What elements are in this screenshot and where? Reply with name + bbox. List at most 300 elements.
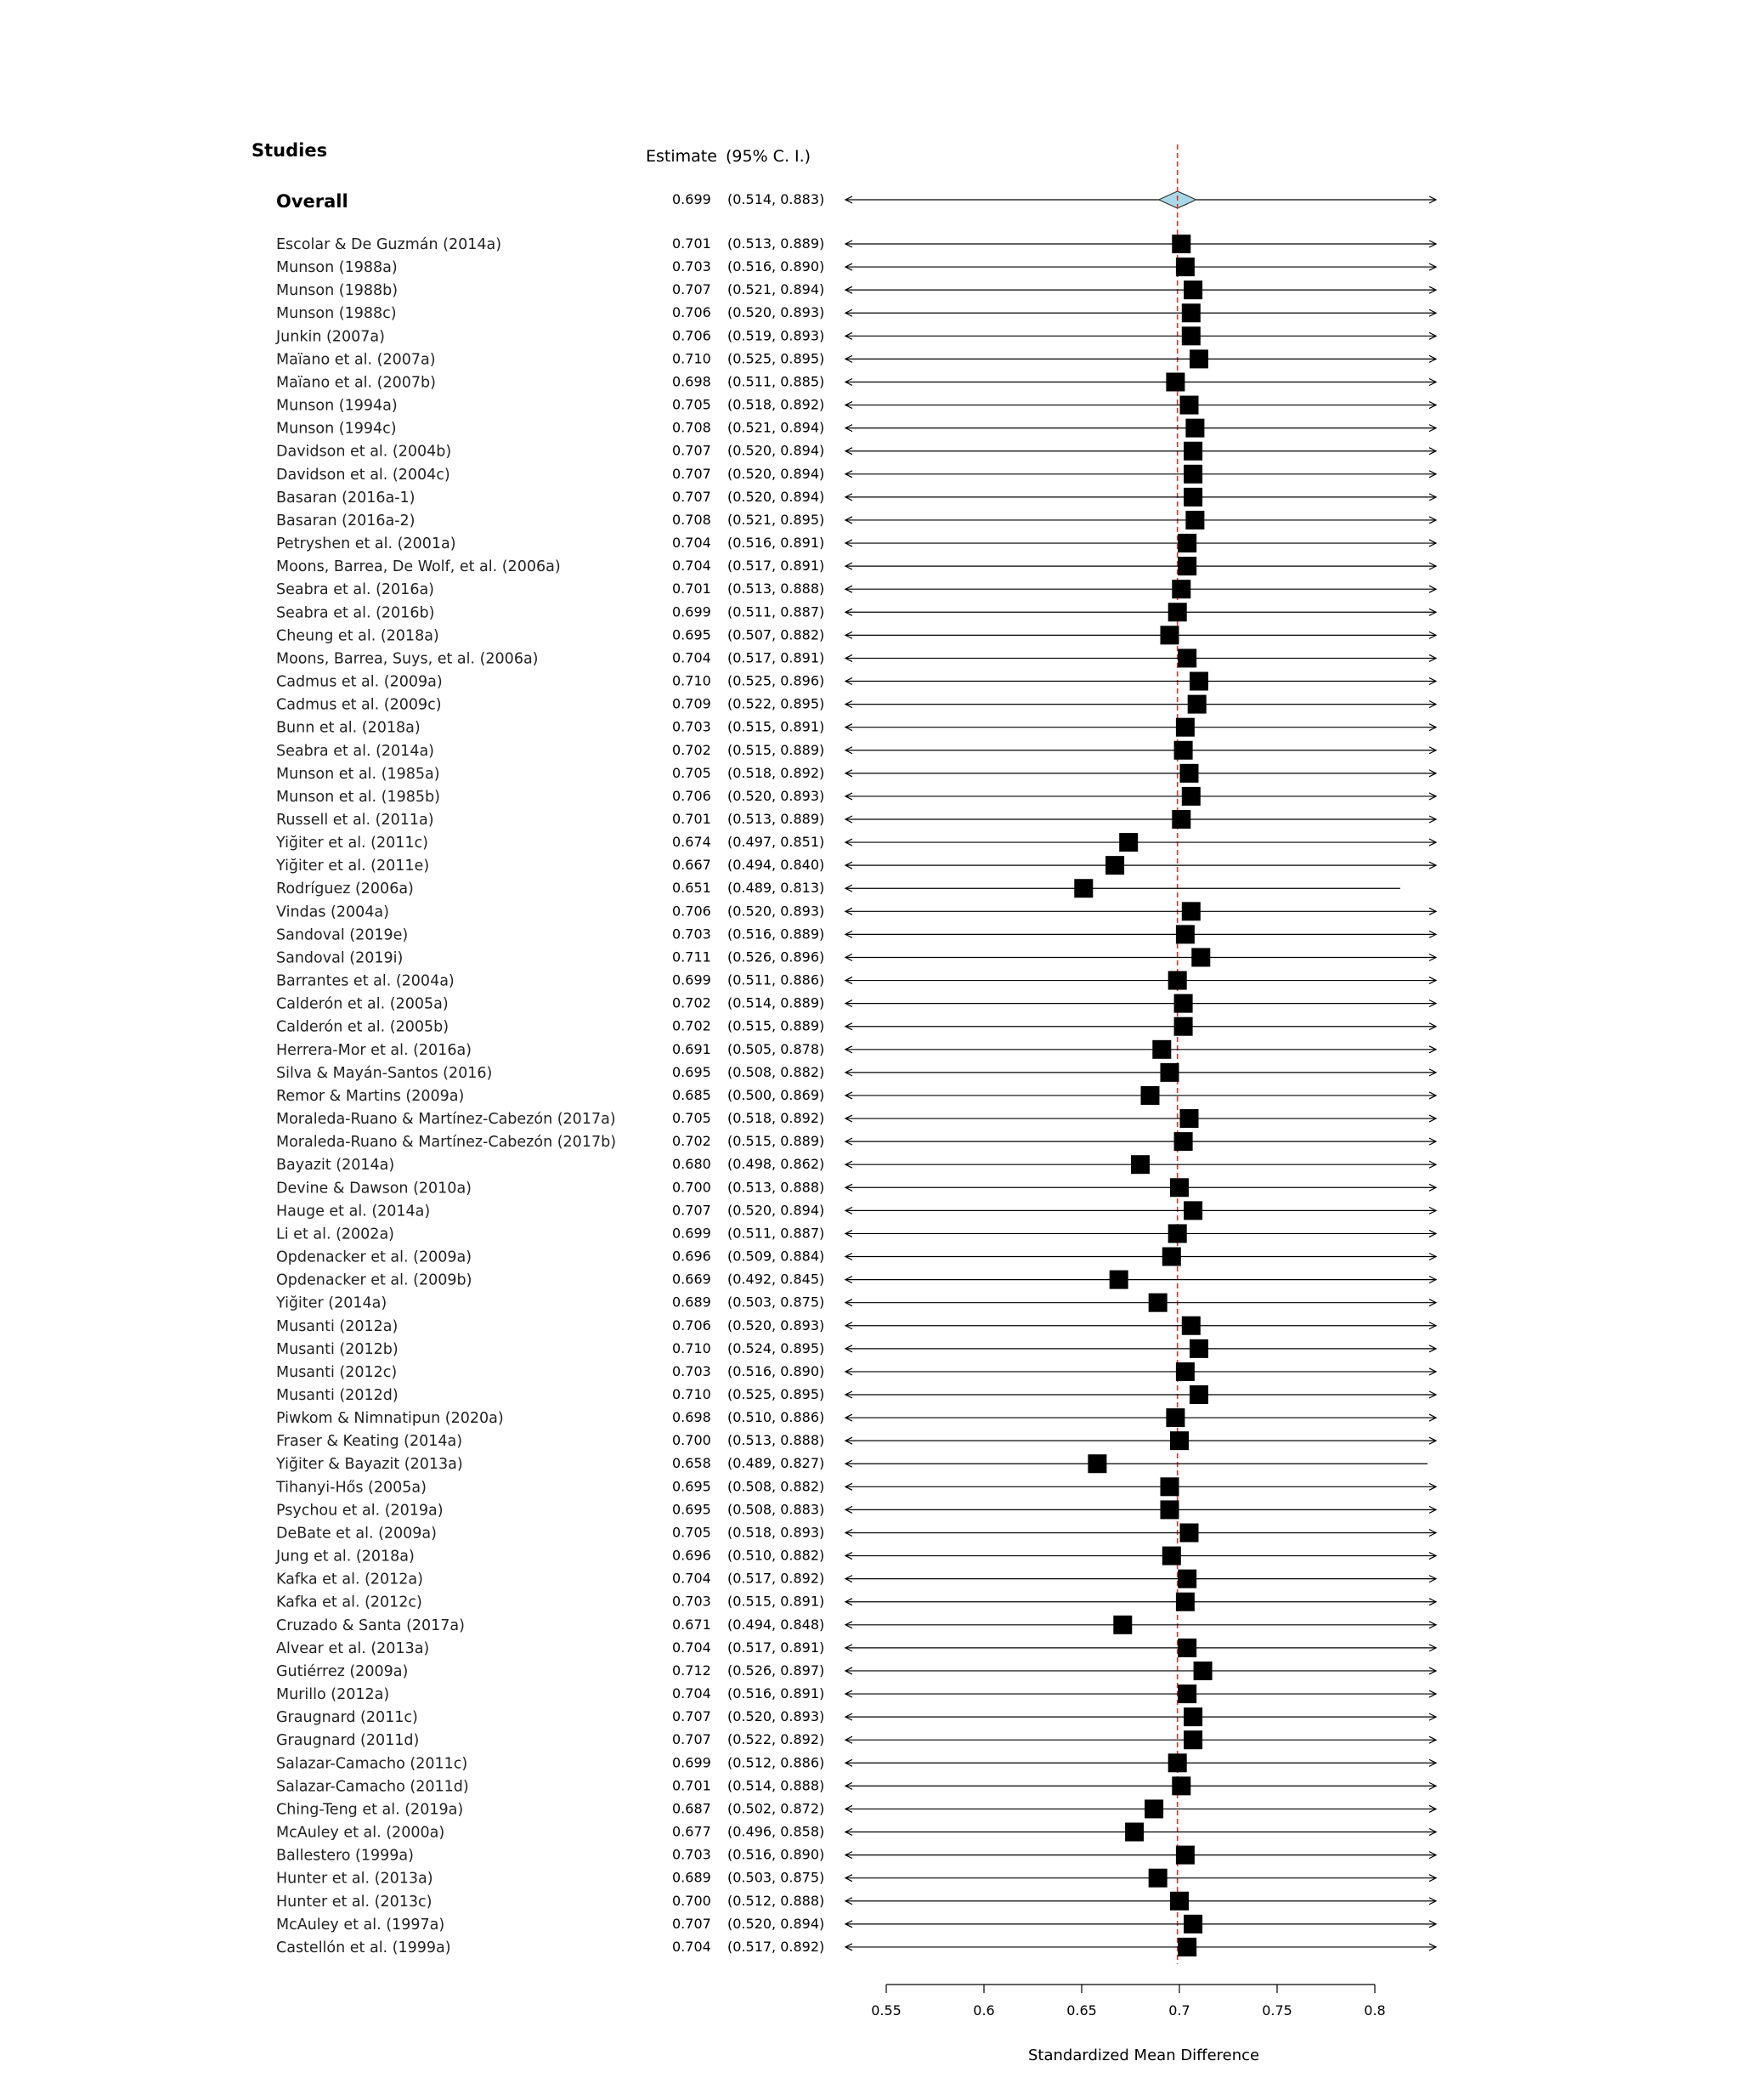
study-label: Gutiérrez (2009a) (276, 1662, 409, 1680)
study-estimate: 0.698 (672, 1409, 711, 1426)
study-estimate: 0.702 (672, 741, 711, 758)
study-marker (1105, 856, 1124, 875)
study-estimate: 0.704 (672, 558, 711, 575)
study-marker (1184, 488, 1202, 507)
study-label: Moraleda-Ruano & Martínez-Cabezón (2017a) (276, 1111, 616, 1129)
study-ci: (0.489, 0.813) (727, 880, 825, 897)
study-ci: (0.512, 0.886) (727, 1754, 825, 1771)
study-estimate: 0.701 (672, 235, 711, 252)
study-row (276, 741, 1436, 760)
study-marker (1176, 1593, 1195, 1611)
study-row (276, 1776, 1436, 1795)
study-ci: (0.513, 0.889) (727, 235, 825, 252)
study-marker (1172, 1776, 1190, 1795)
study-label: Cadmus et al. (2009c) (276, 696, 442, 714)
study-label: Kafka et al. (2012c) (276, 1594, 422, 1611)
study-label: Psychou et al. (2019a) (276, 1502, 444, 1520)
study-estimate: 0.667 (672, 857, 711, 874)
study-ci: (0.516, 0.891) (727, 535, 825, 552)
study-ci: (0.510, 0.886) (727, 1409, 825, 1426)
x-axis (871, 1985, 1386, 2064)
study-estimate: 0.696 (672, 1248, 711, 1265)
study-label: Cruzado & Santa (2017a) (276, 1617, 465, 1634)
study-ci: (0.514, 0.889) (727, 994, 825, 1011)
study-estimate: 0.704 (672, 1570, 711, 1587)
study-label: Calderón et al. (2005a) (276, 995, 449, 1013)
study-row (276, 1869, 1436, 1888)
study-row (276, 534, 1436, 552)
study-estimate: 0.691 (672, 1040, 711, 1057)
study-ci: (0.516, 0.890) (727, 258, 825, 275)
study-row (276, 1063, 1436, 1082)
overall-label: Overall (276, 191, 348, 212)
study-estimate: 0.671 (672, 1616, 711, 1633)
study-label: Moons, Barrea, Suys, et al. (2006a) (276, 650, 539, 668)
study-marker (1190, 672, 1208, 691)
study-marker (1180, 764, 1199, 783)
study-marker (1182, 326, 1201, 345)
study-ci: (0.517, 0.892) (727, 1938, 825, 1955)
study-row (276, 1316, 1436, 1335)
study-label: Maïano et al. (2007a) (276, 351, 436, 369)
study-row (276, 1224, 1436, 1243)
study-label: DeBate et al. (2009a) (276, 1525, 437, 1543)
study-estimate: 0.707 (672, 465, 711, 482)
study-row (275, 856, 1436, 875)
study-marker (1182, 303, 1201, 322)
study-row (276, 1500, 1436, 1519)
study-estimate: 0.708 (672, 419, 711, 436)
study-row (276, 1086, 1436, 1105)
study-ci: (0.514, 0.888) (727, 1777, 825, 1794)
study-ci: (0.520, 0.894) (727, 1915, 825, 1932)
study-marker (1190, 1385, 1208, 1404)
study-row (276, 303, 1436, 322)
study-row (276, 925, 1436, 943)
study-label: Rodríguez (2006a) (276, 880, 414, 898)
study-estimate: 0.711 (672, 948, 711, 965)
study-row (276, 1109, 1436, 1128)
study-estimate: 0.705 (672, 1524, 711, 1541)
study-estimate: 0.710 (672, 350, 711, 367)
study-row (276, 580, 1436, 598)
study-label: Castellón et al. (1999a) (276, 1939, 451, 1956)
study-marker (1184, 280, 1202, 299)
study-ci: (0.508, 0.882) (727, 1478, 825, 1495)
study-marker (1170, 1431, 1189, 1450)
study-ci: (0.507, 0.882) (727, 626, 825, 643)
study-marker (1110, 1271, 1128, 1289)
study-label: Seabra et al. (2014a) (276, 742, 435, 760)
study-marker (1141, 1086, 1160, 1105)
study-label: Vindas (2004a) (276, 903, 389, 921)
study-label: Salazar-Camacho (2011c) (276, 1755, 468, 1773)
study-row (276, 1248, 1436, 1266)
study-ci: (0.520, 0.893) (727, 903, 825, 920)
study-row (276, 626, 1436, 644)
study-row (276, 372, 1436, 391)
study-ci: (0.503, 0.875) (727, 1294, 825, 1311)
study-ci: (0.522, 0.892) (727, 1731, 825, 1748)
study-label: Hunter et al. (2013c) (276, 1893, 433, 1911)
study-label: Bunn et al. (2018a) (276, 719, 421, 737)
study-marker (1178, 1938, 1196, 1956)
study-ci: (0.526, 0.897) (727, 1662, 825, 1679)
study-estimate: 0.703 (672, 1846, 711, 1863)
study-label: Maïano et al. (2007b) (276, 374, 436, 392)
study-label: Junkin (2007a) (276, 328, 385, 346)
study-row (276, 764, 1436, 783)
study-row (276, 557, 1436, 575)
study-marker (1168, 1753, 1187, 1772)
study-label: Remor & Martins (2009a) (276, 1087, 465, 1105)
study-ci: (0.515, 0.889) (727, 741, 825, 758)
study-label: Musanti (2012d) (276, 1387, 399, 1404)
study-label: Opdenacker et al. (2009b) (276, 1271, 472, 1289)
study-label: Davidson et al. (2004b) (276, 443, 452, 461)
study-marker (1176, 718, 1195, 737)
overall-estimate: 0.699 (672, 191, 711, 207)
study-row (276, 1523, 1436, 1542)
study-ci: (0.513, 0.888) (727, 1432, 825, 1449)
study-estimate: 0.689 (672, 1294, 711, 1311)
study-label: Hauge et al. (2014a) (276, 1203, 431, 1220)
study-row (276, 1385, 1436, 1404)
study-row (276, 718, 1436, 737)
study-marker (1191, 948, 1210, 966)
study-row (276, 971, 1436, 990)
study-row (276, 1362, 1436, 1381)
study-label: Escolar & De Guzmán (2014a) (276, 236, 502, 253)
study-row (276, 1593, 1436, 1611)
study-ci: (0.497, 0.851) (727, 834, 825, 851)
study-marker (1172, 235, 1190, 253)
study-marker (1184, 465, 1202, 484)
study-label: McAuley et al. (2000a) (276, 1824, 445, 1842)
study-label: Yiğiter et al. (2011c) (276, 835, 428, 852)
study-row (276, 1639, 1436, 1657)
study-row (276, 1408, 1436, 1427)
study-marker (1145, 1799, 1163, 1818)
study-label: Sandoval (2019e) (276, 926, 409, 944)
study-label: Basaran (2016a-1) (276, 489, 416, 507)
study-ci: (0.516, 0.891) (727, 1685, 825, 1702)
study-row (276, 1662, 1436, 1680)
study-ci: (0.520, 0.894) (727, 442, 825, 459)
study-row (276, 1201, 1436, 1220)
study-estimate: 0.700 (672, 1432, 711, 1449)
study-rows (275, 235, 1436, 1956)
study-label: Graugnard (2011d) (276, 1732, 420, 1750)
study-row (276, 1799, 1436, 1818)
study-label: Hunter et al. (2013a) (276, 1870, 433, 1888)
study-estimate: 0.699 (672, 1225, 711, 1242)
study-row (276, 465, 1436, 484)
study-estimate: 0.696 (672, 1547, 711, 1564)
study-marker (1161, 1500, 1179, 1519)
x-tick-label: 0.6 (973, 2002, 995, 2019)
study-marker (1180, 396, 1199, 415)
study-label: Munson (1994a) (276, 397, 398, 415)
study-ci: (0.515, 0.891) (727, 1593, 825, 1610)
study-estimate: 0.695 (672, 1478, 711, 1495)
study-row (276, 695, 1436, 714)
study-row (276, 258, 1436, 276)
study-label: Tihanyi-Hős (2005a) (276, 1479, 427, 1497)
study-label: Kafka et al. (2012a) (276, 1571, 423, 1588)
x-tick-label: 0.8 (1364, 2002, 1386, 2019)
x-tick-label: 0.75 (1262, 2002, 1292, 2019)
study-ci: (0.519, 0.893) (727, 327, 825, 344)
study-marker (1185, 511, 1204, 529)
study-label: Graugnard (2011c) (276, 1709, 418, 1727)
study-estimate: 0.710 (672, 672, 711, 689)
study-row (276, 1892, 1436, 1911)
study-ci: (0.520, 0.893) (727, 787, 825, 804)
study-ci: (0.502, 0.872) (727, 1800, 825, 1817)
study-row (276, 810, 1436, 829)
study-row (276, 879, 1400, 897)
study-label: Musanti (2012c) (276, 1363, 398, 1381)
study-label: Musanti (2012b) (276, 1340, 399, 1358)
study-ci: (0.520, 0.894) (727, 465, 825, 482)
study-marker (1152, 1040, 1171, 1059)
study-estimate: 0.702 (672, 1133, 711, 1150)
study-ci: (0.520, 0.894) (727, 1202, 825, 1219)
study-estimate: 0.695 (672, 1063, 711, 1080)
study-estimate: 0.703 (672, 718, 711, 735)
study-row (276, 1040, 1436, 1059)
study-label: Sandoval (2019i) (276, 949, 404, 967)
study-ci: (0.521, 0.894) (727, 419, 825, 436)
study-marker (1194, 1662, 1213, 1680)
study-row (275, 1477, 1436, 1496)
study-label: Alvear et al. (2013a) (276, 1639, 430, 1657)
study-estimate: 0.701 (672, 811, 711, 827)
study-marker (1176, 1362, 1195, 1381)
study-estimate: 0.702 (672, 994, 711, 1011)
study-row (275, 833, 1436, 852)
study-estimate: 0.701 (672, 580, 711, 597)
study-marker (1176, 258, 1195, 276)
study-row (276, 1730, 1436, 1749)
study-row (276, 994, 1436, 1013)
study-row (275, 326, 1436, 345)
study-estimate: 0.704 (672, 1639, 711, 1656)
x-axis-label: Standardized Mean Difference (1028, 2047, 1260, 2064)
study-estimate: 0.707 (672, 1202, 711, 1219)
study-ci: (0.517, 0.891) (727, 649, 825, 666)
study-label: Munson (1988c) (276, 305, 397, 323)
study-estimate: 0.708 (672, 511, 711, 528)
study-estimate: 0.709 (672, 695, 711, 712)
study-row (276, 603, 1436, 621)
study-ci: (0.517, 0.892) (727, 1570, 825, 1587)
estimate-header: Estimate (646, 147, 717, 166)
study-label: Munson et al. (1985b) (276, 788, 440, 806)
study-estimate: 0.704 (672, 1685, 711, 1702)
study-ci: (0.511, 0.887) (727, 603, 825, 620)
study-ci: (0.521, 0.895) (727, 511, 825, 528)
study-label: Munson (1994c) (276, 420, 397, 438)
study-marker (1184, 1201, 1202, 1220)
study-marker (1088, 1454, 1106, 1473)
study-row (276, 1132, 1436, 1151)
study-marker (1178, 648, 1196, 667)
study-marker (1149, 1869, 1168, 1888)
study-marker (1184, 442, 1202, 461)
study-row (276, 1570, 1436, 1588)
study-label: Devine & Dawson (2010a) (276, 1180, 472, 1198)
study-estimate: 0.695 (672, 626, 711, 643)
study-estimate: 0.706 (672, 327, 711, 344)
study-marker (1162, 1547, 1181, 1566)
study-row (276, 1339, 1436, 1358)
study-estimate: 0.707 (672, 488, 711, 505)
study-estimate: 0.702 (672, 1017, 711, 1034)
study-label: Musanti (2012a) (276, 1317, 399, 1335)
study-label: Yiğiter (2014a) (276, 1294, 387, 1312)
study-ci: (0.518, 0.892) (727, 396, 825, 413)
study-estimate: 0.703 (672, 258, 711, 275)
study-estimate: 0.674 (672, 834, 711, 851)
study-estimate: 0.710 (672, 1386, 711, 1402)
study-estimate: 0.685 (672, 1086, 711, 1103)
study-label: McAuley et al. (1997a) (276, 1916, 445, 1934)
study-row (276, 488, 1436, 507)
study-row (276, 1017, 1436, 1036)
study-row (276, 1178, 1436, 1197)
study-marker (1172, 810, 1190, 829)
study-ci: (0.522, 0.895) (727, 695, 825, 712)
study-row (276, 1915, 1436, 1934)
study-row (276, 419, 1436, 438)
study-label: Seabra et al. (2016a) (276, 581, 435, 599)
study-estimate: 0.698 (672, 373, 711, 390)
study-marker (1162, 1248, 1181, 1266)
study-row (275, 1547, 1436, 1566)
study-row (276, 1155, 1436, 1174)
study-marker (1074, 879, 1093, 897)
study-row (276, 1616, 1436, 1634)
study-marker (1178, 557, 1196, 575)
study-ci: (0.517, 0.891) (727, 558, 825, 575)
study-marker (1180, 1523, 1199, 1542)
overall-ci: (0.514, 0.883) (727, 191, 825, 207)
study-estimate: 0.651 (672, 880, 711, 897)
study-label: Munson (1988a) (276, 259, 398, 277)
study-estimate: 0.707 (672, 1708, 711, 1725)
study-marker (1184, 1915, 1202, 1934)
study-marker (1168, 603, 1187, 621)
study-ci: (0.494, 0.848) (727, 1616, 825, 1633)
study-marker (1178, 1684, 1196, 1703)
study-label: Fraser & Keating (2014a) (276, 1433, 463, 1451)
study-ci: (0.515, 0.889) (727, 1133, 825, 1150)
study-label: Cadmus et al. (2009a) (276, 673, 443, 691)
study-marker (1172, 580, 1190, 598)
ci-header: (95% C. I.) (726, 147, 811, 166)
study-label: Petryshen et al. (2001a) (276, 535, 456, 553)
study-row (276, 1271, 1436, 1289)
study-ci: (0.498, 0.862) (727, 1156, 825, 1173)
study-marker (1166, 372, 1184, 391)
study-ci: (0.520, 0.894) (727, 488, 825, 505)
study-marker (1190, 349, 1208, 368)
study-row (276, 672, 1436, 691)
study-row (275, 1454, 1428, 1473)
study-marker (1184, 1730, 1202, 1749)
study-row (276, 1753, 1436, 1772)
study-estimate: 0.699 (672, 603, 711, 620)
study-ci: (0.520, 0.893) (727, 1316, 825, 1333)
study-row (276, 787, 1436, 806)
overall-row (276, 191, 1436, 212)
study-label: Davidson et al. (2004c) (276, 466, 450, 484)
study-marker (1182, 902, 1201, 920)
study-estimate: 0.706 (672, 1316, 711, 1333)
study-estimate: 0.703 (672, 926, 711, 943)
study-ci: (0.512, 0.888) (727, 1892, 825, 1909)
study-row (276, 1846, 1436, 1865)
study-ci: (0.516, 0.890) (727, 1846, 825, 1863)
study-marker (1188, 695, 1207, 714)
study-label: Cheung et al. (2018a) (276, 627, 439, 645)
study-label: Munson (1988b) (276, 282, 399, 300)
study-estimate: 0.707 (672, 1915, 711, 1932)
x-tick-label: 0.55 (871, 2002, 902, 2019)
study-estimate: 0.669 (672, 1271, 711, 1288)
study-marker (1161, 1477, 1179, 1496)
study-estimate: 0.707 (672, 281, 711, 298)
study-row (276, 948, 1436, 966)
study-estimate: 0.680 (672, 1156, 711, 1173)
study-estimate: 0.707 (672, 1731, 711, 1748)
study-ci: (0.515, 0.889) (727, 1017, 825, 1034)
study-marker (1182, 787, 1201, 806)
study-ci: (0.513, 0.888) (727, 580, 825, 597)
study-ci: (0.526, 0.896) (727, 948, 825, 965)
x-tick-label: 0.7 (1168, 2002, 1190, 2019)
study-ci: (0.516, 0.889) (727, 926, 825, 943)
study-label: Murillo (2012a) (276, 1686, 390, 1704)
study-marker (1184, 1707, 1202, 1726)
study-ci: (0.513, 0.888) (727, 1179, 825, 1196)
study-marker (1190, 1339, 1208, 1358)
study-estimate: 0.699 (672, 971, 711, 988)
study-marker (1131, 1155, 1150, 1174)
study-ci: (0.525, 0.895) (727, 350, 825, 367)
study-ci: (0.525, 0.895) (727, 1386, 825, 1402)
study-ci: (0.513, 0.889) (727, 811, 825, 827)
study-label: Munson et al. (1985a) (276, 765, 440, 783)
study-row (276, 902, 1436, 920)
study-label: Bayazit (2014a) (276, 1157, 395, 1175)
study-marker (1119, 833, 1138, 852)
study-row (276, 511, 1436, 529)
study-row (276, 280, 1436, 299)
study-marker (1176, 925, 1195, 943)
study-marker (1178, 1570, 1196, 1588)
study-label: Moraleda-Ruano & Martínez-Cabezón (2017b) (276, 1134, 617, 1152)
study-marker (1149, 1294, 1168, 1312)
study-ci: (0.518, 0.892) (727, 764, 825, 781)
study-label: Russell et al. (2011a) (276, 812, 434, 829)
study-estimate: 0.689 (672, 1869, 711, 1886)
study-row (276, 1823, 1436, 1842)
study-row (275, 1294, 1436, 1312)
x-tick-label: 0.65 (1066, 2002, 1097, 2019)
